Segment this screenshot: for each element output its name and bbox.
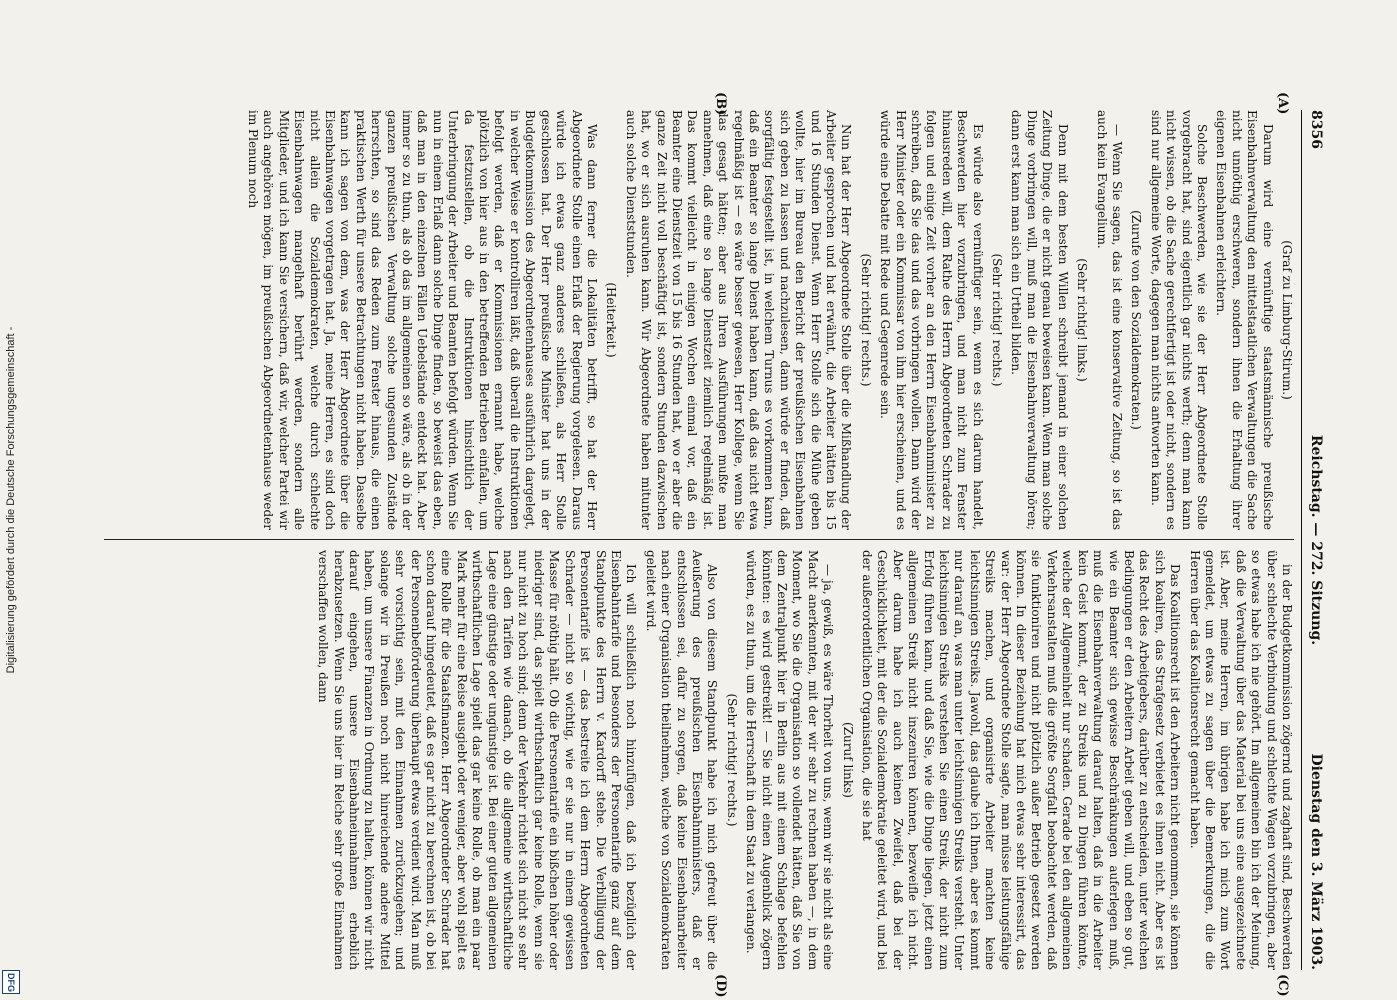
column-divider	[104, 539, 1294, 540]
session-title: Reichstag. — 272. Sitzung.	[1308, 434, 1324, 646]
paragraph: (Graf zu Limburg-Stirum.)	[1280, 240, 1294, 400]
dfg-logo: DFG	[2, 970, 20, 994]
rotated-page-content	[88, 90, 1328, 998]
paragraph: (Sehr richtig! rechts.)	[724, 693, 739, 827]
document-page	[88, 90, 1328, 998]
digitization-note	[0, 0, 22, 1000]
paragraph: Darum wird eine vernünftige staatsmännische preußische Eisenbahnverwaltung den mittelstaatlichen Verwaltungen die Sache nicht unnöthig erschweren, sondern ihnen die Erhaltung ihrer eigenen Eisenbahnen erleichtern.	[1214, 110, 1275, 530]
margin-mark-b: (B)	[713, 92, 728, 116]
paragraph: Es würde also vernünftiger sein, wenn es sich darum handelt, Beschwerden hier vorzubringen, und man nicht zum Fenster hinausreden will, dem Rathe des Herrn Abgeordneten Schrader zu folgen und einige Zeit vorher an den Herrn Eisenbahnminister zu schreiben, daß Sie das und das vorbringen wollen. Dann wird der Herr Minister oder ein Kommissar von ihm hier erscheinen, und es würde eine Debatte mit Rede und Gegenrede sein.	[878, 110, 985, 530]
paragraph: (Sehr richtig! links.)	[1075, 258, 1090, 382]
paragraph: (Zurufe von den Sozialdemokraten.)	[1129, 210, 1144, 430]
paragraph: Was dann ferner die Lokalitäten betrifft, so hat der Herr Abgeordnete Stolle einen Erlaß der Regierung vorgelesen. Daraus würde ich etwas ganz anderes schließen, als Herr Stolle geschlossen hat. Der Herr preußische Minister hat uns in der Budgetkommission des Abgeordnetenhauses ausführlich dargelegt, in welcher Weise er kontrolliren läßt, daß überall die Instruktionen befolgt werden, daß er Kommissionen ernannt habe, welche plötzlich von hier aus in den betreffenden Betrieben einfallen, um da festzustellen, ob die Instruktionen hinsichtlich der Unterbringung der Arbeiter und Beamten befolgt würden. Wenn Sie nun in einem Erlaß dann solche Dinge finden, so beweist das eben, daß man in den einzelnen Fällen Uebelstände entdeckt hat. Aber immer so zu thun, als ob das im allgemeinen so wäre, als ob in der ganzen preußischen Verwaltung solche ungesunden Zustände herrschten, so sind das Reden zum Fenster hinaus, die einen praktischen Werth für unsere Betrachtungen nicht haben. Dasselbe kann ich sagen von dem, was der Herr Abgeordnete über die Eisenbahnwagen vorgetragen hat. Ja, meine Herren, es sind doch nicht allein die Sozialdemokraten, welche durch schlechte Eisenbahnwagen mangelhaft berührt werden, sondern alle Mitglieder, und ich kann Sie versichern, daß wir, welcher Partei wir auch angehören mögen, im preußischen Abgeordnetenhause weder im Plenum noch	[246, 110, 599, 530]
margin-mark-d: (D)	[713, 974, 728, 998]
paragraph: — ja, gewiß, es wäre Thorheit von uns, wenn wir sie nicht als eine Macht anerkennten, mit der wir sehr zu rechnen haben —, in dem Moment, wo Sie die Organisation so vollendet hätten, daß Sie von dem Zentralpunkt hier in Berlin aus mit einem Schlage befehlen könnten: es wird gestreikt! — Sie nicht einen Augenblick zögern würden, es zu thun, um die Herrschaft in dem Staat zu verlangen.	[744, 550, 836, 970]
page-number: 8356	[1308, 110, 1324, 149]
paragraph: — Wenn Sie sagen, das ist eine konservative Zeitung, so ist das auch kein Evangelium.	[1094, 110, 1124, 530]
session-date: Dienstag den 3. März 1903.	[1308, 753, 1324, 970]
paragraph: Nun hat der Herr Abgeordnete Stolle über die Mißhandlung der Arbeiter gesprochen und hat erwähnt, die Arbeiter hätten bis 15 und 16 Stunden Dienst. Wenn Herr Stolle sich die Mühe geben wollte, hier im Bureau den Bericht der preußischen Eisenbahnen sich geben zu lassen und nachzulesen, dann würde er finden, daß sorgfältig festgestellt ist, in welchem Turnus es vorkommen kann, daß ein Beamter so lange Dienst haben kann, daß das nicht etwa regelmäßig ist — es wäre besser gewesen, Herr Kollege, wenn Sie das gesagt hätten; aber aus Ihren Ausführungen mußte man annehmen, daß eine so lange Dienstzeit ziemlich regelmäßig ist. Das kommt vielleicht in einigen Wochen einmal vor, daß ein Beamter eine Dienstzeit von 15 bis 16 Stunden hat, wo er aber die ganze Zeit nicht voll beschäftigt ist, sondern Stunden dazwischen hat, wo er sich ausruhen kann. Wir Abgeordnete haben mitunter auch solche Dienststunden.	[623, 110, 854, 530]
paragraph: (Heiterkeit.)	[604, 282, 619, 358]
paragraph: (Zuruf links)	[840, 722, 855, 798]
paragraph: Also von diesem Standpunkt habe ich mich gefreut über die Aeußerung des preußischen Eisenbahnministers, daß er entschlossen sei, dafür zu sorgen, daß keine Eisenbahnarbeiter nach einer Organisation theilnehmen, welche von Sozialdemokraten geleitet wird.	[643, 550, 720, 970]
page-header	[1301, 110, 1328, 970]
paragraph: (Sehr richtig! rechts.)	[858, 253, 873, 387]
paragraph: in der Budgetkommission zögernd und zaghaft sind, Beschwerden über schlechte Verbindung und schlechte Wagen vorzubringen, aber so etwas habe ich nie gehört. Im allgemeinen bin ich der Meinung, daß die Verwaltung über das Material bei uns eine ausgezeichnete ist. Aber, meine Herren, im übrigen habe ich mich zum Wort gemeldet, um etwas zu sagen über die Bemerkungen, die die Herren über das Koalitionsrecht gemacht haben.	[1187, 550, 1294, 970]
paragraph: (Sehr richtig! rechts.)	[990, 253, 1005, 387]
paragraph: Denn mit dem besten Willen schreibt jemand in einer solchen Zeitung Dinge, die er nicht genau beweisen kann. Wenn man solche Dinge vorbringen will, muß man die Eisenbahnverwaltung hören; dann erst kann man sich ein Urtheil bilden.	[1009, 110, 1070, 530]
left-column	[104, 110, 1294, 530]
right-column	[104, 550, 1294, 970]
paragraph: Ich will schließlich noch hinzufügen, daß ich bezüglich der Eisenbahntarife und besonders der Personentarife ganz auf dem Standpunkte des Herrn v. Kardorff stehe. Die Verbilligung der Personentarife ist — das bestreite ich dem Herrn Abgeordneten Schrader — nicht so wichtig, wie er sie nur in einem gewissen Masse für nöthig hält. Ob die Personentarife ein bißchen höher oder niedriger sind, das spielt wirthschaftlich gar keine Rolle, wenn sie nur nicht zu hoch sind; denn der Verkehr richtet sich nicht so sehr nach den Tarifen wie danach, ob die allgemeine wirthschaftliche Lage eine günstige oder ungünstige ist. Bei einer guten allgemeinen wirthschaftlichen Lage spielt das gar keine Rolle, ob man ein paar Mark mehr für eine Reise ausgiebt oder weniger, aber wohl spielt es eine Rolle für die Staatsfinanzen. Herr Abgeordneter Schrader hat schon darauf hingedeutet, daß es gar nicht zu berechnen ist, ob bei der Personenbeförderung überhaupt etwas verdient wird. Man muß sehr vorsichtig sein, mit den Einnahmen zurückzugehen; und solange wir in Preußen noch nicht hinreichende andere Mittel haben, um unsere Finanzen in Ordnung zu halten, können wir nicht darauf eingehen, unsere Eisenbahneinnahmen erheblich herabzusetzen. Wenn Sie uns hier im Reiche sehr große Einnahmen verschaffen wollen, dann	[316, 550, 639, 970]
funding-note-text: Digitalisierung gefördert durch die Deutsche Forschungsgemeinschaft -	[5, 326, 17, 674]
margin-mark-c: (C)	[1275, 974, 1290, 997]
paragraph: Das Koalitionsrecht ist den Arbeitern nicht genommen, sie können sich koaliren, das Strafgesetz verbietet es ihnen nicht. Aber es ist das Recht des Arbeitgebers, darüber zu entscheiden, unter welchen Bedingungen er den Arbeitern Arbeit geben will, und eben so gut, wie ein Beamter sich gewisse Beschränkungen auferlegen muß, muß die Eisenbahnverwaltung darauf halten, daß in die Arbeiter kein Geist kommt, der zu Streiks und zu Dingen führen könnte, welche der Allgemeinheit nur schaden. Gerade bei den allgemeinen Verkehrsanstalten muß die größte Sorgfalt beobachtet werden, daß sie funktioniren und nicht plötzlich außer Betrieb gesetzt werden können. In dieser Beziehung hat mich etwas sehr interessirt, das war: der Herr Abgeordnete Stolle sagte, man müsse leistungsfähige Streiks machen, und organisirte Arbeiter machten keine leichtsinnigen Streiks. Jawohl, das glaube ich Ihnen, aber es kommt nur darauf an, was man unter leichtsinnigen Streiks versteht. Unter leichtsinnigen Streiks verstehen Sie einen Streik, der nicht zum Erfolg führen kann, und daß Sie, wie die Dinge liegen, jetzt einen allgemeinen Streik nicht inszeniren können, bezweifle ich nicht. Aber darum habe ich auch keinen Zweifel, daß bei der Geschicklichkeit, mit der die Sozialdemokratie geleitet wird, und bei der außerordentlichen Organisation, die sie hat	[860, 550, 1183, 970]
paragraph: Solche Beschwerden, wie sie der Herr Abgeordnete Stolle vorgebracht hat, sind eigentlich gar nichts werth; denn man kann nicht wissen, ob die Sache gerechtfertigt ist oder nicht, sondern es sind nur allgemeine Worte, dagegen man nichts antworten kann.	[1148, 110, 1209, 530]
margin-mark-a: (A)	[1275, 92, 1290, 115]
